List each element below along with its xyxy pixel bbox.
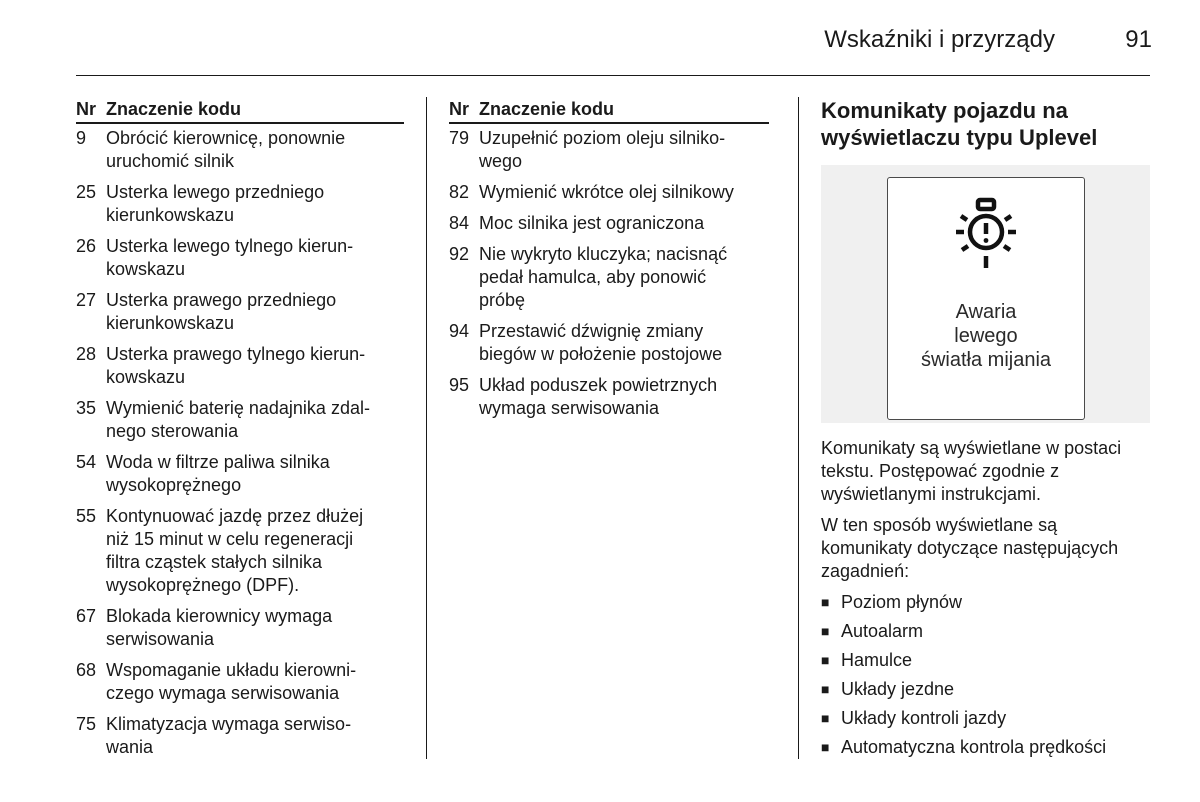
code-meaning-line: filtra cząstek stałych silnika bbox=[106, 552, 323, 572]
section-heading: Wskaźniki i przyrządy bbox=[824, 26, 1055, 53]
display-figure bbox=[821, 165, 1150, 423]
list-item-label: Układy jezdne bbox=[841, 679, 955, 699]
code-meaning-line: Obrócić kierownicę, ponownie bbox=[106, 128, 346, 148]
code-number: 9 bbox=[76, 128, 87, 148]
code-meaning-line: wego bbox=[479, 151, 523, 171]
paragraph-intro bbox=[821, 437, 1150, 506]
table-row bbox=[76, 451, 404, 497]
topic-list bbox=[821, 591, 1150, 759]
display-message bbox=[888, 300, 1084, 372]
code-meaning-line: kierunkowskazu bbox=[106, 313, 235, 333]
code-meaning-line: Uzupełnić poziom oleju silniko- bbox=[479, 128, 726, 148]
bullet-square-icon: ■ bbox=[821, 652, 830, 668]
paragraph-line: wyświetlanymi instrukcjami. bbox=[821, 484, 1042, 504]
table-row bbox=[449, 127, 769, 173]
code-meaning bbox=[479, 212, 769, 235]
header-rule bbox=[76, 75, 1150, 76]
code-meaning bbox=[106, 127, 404, 173]
uplevel-display bbox=[887, 177, 1085, 420]
header-meaning: Znaczenie kodu bbox=[479, 99, 615, 119]
list-item bbox=[821, 678, 1150, 701]
code-meaning-line: Usterka lewego przedniego bbox=[106, 182, 325, 202]
display-line: lewego bbox=[954, 325, 1018, 347]
code-meaning-line: wania bbox=[106, 737, 154, 757]
table-row bbox=[76, 397, 404, 443]
code-number: 82 bbox=[449, 182, 470, 202]
paragraph-line: Komunikaty są wyświetlane w postaci bbox=[821, 438, 1122, 458]
table-row bbox=[76, 659, 404, 705]
code-meaning bbox=[479, 374, 769, 420]
section-title bbox=[821, 97, 1150, 151]
code-number: 68 bbox=[76, 660, 97, 680]
code-meaning-line: wysokoprężnego bbox=[106, 475, 242, 495]
code-meaning bbox=[106, 713, 404, 759]
section-title-line: wyświetlaczu typu Uplevel bbox=[821, 125, 1098, 150]
vehicle-messages-section bbox=[821, 97, 1150, 765]
display-line: Awaria bbox=[955, 301, 1017, 323]
list-item bbox=[821, 707, 1150, 730]
code-meaning bbox=[479, 181, 769, 204]
list-item-label: Hamulce bbox=[841, 650, 913, 670]
list-item-label: Automatyczna kontrola prędkości bbox=[841, 737, 1107, 757]
code-table-column-2 bbox=[449, 97, 769, 428]
paragraph-topics bbox=[821, 514, 1150, 583]
list-item bbox=[821, 736, 1150, 759]
list-item-label: Poziom płynów bbox=[841, 592, 963, 612]
code-meaning-line: pedał hamulca, aby ponowić bbox=[479, 267, 707, 287]
table-header bbox=[76, 97, 404, 124]
code-meaning-line: Usterka prawego przedniego bbox=[106, 290, 337, 310]
table-row bbox=[76, 181, 404, 227]
table-row bbox=[76, 235, 404, 281]
paragraph-line: tekstu. Postępować zgodnie z bbox=[821, 461, 1060, 481]
code-meaning-line: Usterka lewego tylnego kierun- bbox=[106, 236, 354, 256]
code-meaning bbox=[106, 659, 404, 705]
code-number: 79 bbox=[449, 128, 470, 148]
list-item bbox=[821, 591, 1150, 614]
code-meaning bbox=[106, 505, 404, 597]
code-number: 95 bbox=[449, 375, 470, 395]
bullet-square-icon: ■ bbox=[821, 623, 830, 639]
code-meaning-line: niż 15 minut w celu regeneracji bbox=[106, 529, 354, 549]
list-item-label: Układy kontroli jazdy bbox=[841, 708, 1007, 728]
list-item bbox=[821, 649, 1150, 672]
code-number: 84 bbox=[449, 213, 470, 233]
list-item-label: Autoalarm bbox=[841, 621, 924, 641]
code-meaning-line: Wymienić baterię nadajnika zdal- bbox=[106, 398, 370, 418]
code-meaning-line: wysokoprężnego (DPF). bbox=[106, 575, 300, 595]
code-meaning-line: wymaga serwisowania bbox=[479, 398, 660, 418]
code-meaning-line: biegów w położenie postojowe bbox=[479, 344, 723, 364]
code-number: 92 bbox=[449, 244, 470, 264]
bullet-square-icon: ■ bbox=[821, 594, 830, 610]
code-number: 55 bbox=[76, 506, 97, 526]
code-number: 27 bbox=[76, 290, 97, 310]
code-number: 94 bbox=[449, 321, 470, 341]
header-meaning: Znaczenie kodu bbox=[106, 99, 242, 119]
code-meaning-line: kierunkowskazu bbox=[106, 205, 235, 225]
table-row bbox=[76, 605, 404, 651]
bulb-warning-icon bbox=[944, 192, 1028, 278]
code-meaning bbox=[106, 605, 404, 651]
header-nr: Nr bbox=[449, 99, 470, 119]
column-divider bbox=[798, 97, 799, 759]
section-title-line: Komunikaty pojazdu na bbox=[821, 98, 1068, 123]
table-row bbox=[449, 374, 769, 420]
code-meaning-line: Wspomaganie układu kierowni- bbox=[106, 660, 357, 680]
table-row bbox=[449, 181, 769, 204]
code-number: 25 bbox=[76, 182, 97, 202]
code-meaning-line: Usterka prawego tylnego kierun- bbox=[106, 344, 366, 364]
table-row bbox=[76, 505, 404, 597]
code-meaning-line: Kontynuować jazdę przez dłużej bbox=[106, 506, 364, 526]
table-row bbox=[449, 212, 769, 235]
table-row bbox=[449, 320, 769, 366]
table-row bbox=[76, 713, 404, 759]
table-row bbox=[76, 289, 404, 335]
code-meaning bbox=[106, 181, 404, 227]
code-meaning-line: Blokada kierownicy wymaga bbox=[106, 606, 333, 626]
paragraph-line: komunikaty dotyczące następujących bbox=[821, 538, 1119, 558]
code-number: 75 bbox=[76, 714, 97, 734]
code-meaning-line: serwisowania bbox=[106, 629, 215, 649]
code-meaning-line: nego sterowania bbox=[106, 421, 239, 441]
code-number: 54 bbox=[76, 452, 97, 472]
table-header bbox=[449, 97, 769, 124]
code-number: 67 bbox=[76, 606, 97, 626]
column-divider bbox=[426, 97, 427, 759]
code-meaning-line: Układ poduszek powietrznych bbox=[479, 375, 718, 395]
code-meaning bbox=[479, 320, 769, 366]
table-row bbox=[449, 243, 769, 312]
code-meaning bbox=[479, 127, 769, 173]
code-rows bbox=[449, 127, 769, 420]
code-rows bbox=[76, 127, 404, 759]
code-meaning bbox=[106, 397, 404, 443]
code-meaning-line: kowskazu bbox=[106, 367, 186, 387]
code-number: 35 bbox=[76, 398, 97, 418]
code-meaning bbox=[479, 243, 769, 312]
bullet-square-icon: ■ bbox=[821, 710, 830, 726]
code-meaning bbox=[106, 343, 404, 389]
code-meaning-line: uruchomić silnik bbox=[106, 151, 235, 171]
code-number: 26 bbox=[76, 236, 97, 256]
page-number: 91 bbox=[1125, 26, 1152, 53]
code-meaning bbox=[106, 289, 404, 335]
code-number: 28 bbox=[76, 344, 97, 364]
bullet-square-icon: ■ bbox=[821, 681, 830, 697]
code-meaning-line: Wymienić wkrótce olej silnikowy bbox=[479, 182, 734, 202]
list-item bbox=[821, 620, 1150, 643]
code-meaning-line: Woda w filtrze paliwa silnika bbox=[106, 452, 330, 472]
display-line: światła mijania bbox=[920, 349, 1052, 371]
code-meaning-line: Klimatyzacja wymaga serwiso- bbox=[106, 714, 352, 734]
code-meaning-line: próbę bbox=[479, 290, 526, 310]
header-nr: Nr bbox=[76, 99, 97, 119]
code-meaning bbox=[106, 451, 404, 497]
code-meaning-line: kowskazu bbox=[106, 259, 186, 279]
bullet-square-icon: ■ bbox=[821, 739, 830, 755]
code-meaning-line: czego wymaga serwisowania bbox=[106, 683, 340, 703]
code-meaning-line: Nie wykryto kluczyka; nacisnąć bbox=[479, 244, 728, 264]
table-row bbox=[76, 127, 404, 173]
code-table-column-1 bbox=[76, 97, 404, 767]
paragraph-line: W ten sposób wyświetlane są bbox=[821, 515, 1058, 535]
paragraph-line: zagadnień: bbox=[821, 561, 910, 581]
code-meaning-line: Moc silnika jest ograniczona bbox=[479, 213, 705, 233]
code-meaning bbox=[106, 235, 404, 281]
table-row bbox=[76, 343, 404, 389]
code-meaning-line: Przestawić dźwignię zmiany bbox=[479, 321, 704, 341]
